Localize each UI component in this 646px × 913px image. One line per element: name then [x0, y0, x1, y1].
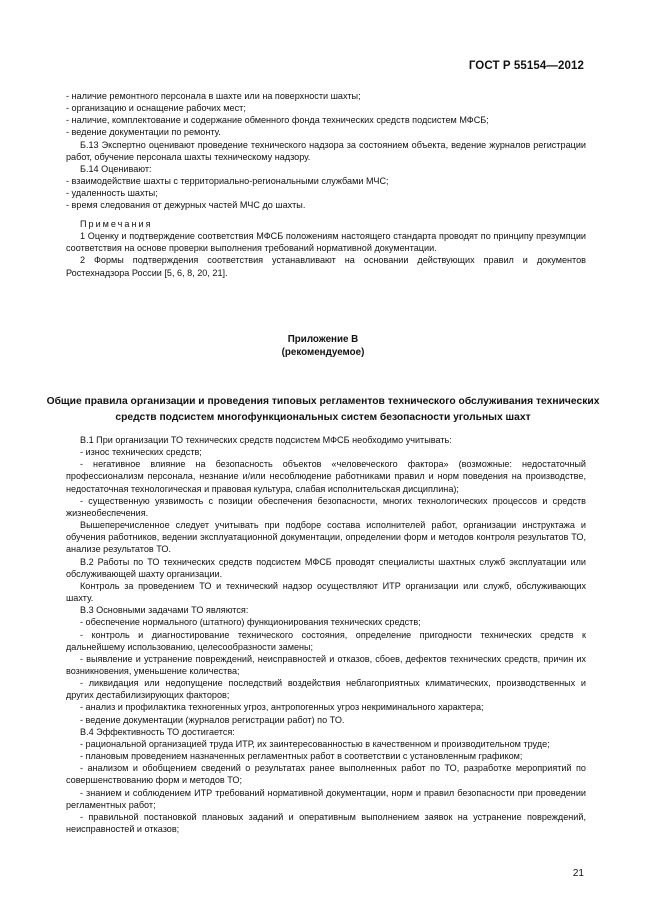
page-number: 21	[572, 868, 584, 879]
top-text-block	[66, 90, 586, 212]
list-item: - организацию и оснащение рабочих мест;	[66, 103, 246, 114]
notes-heading: Примечания	[80, 219, 153, 229]
list-item: - анализом и обобщением сведений о результатах ранее выполненных работ по ТО, разработке мероприятий по совершенствованию форм и методов ТО;	[66, 763, 586, 786]
section-title: Общие правила организации и проведения типовых регламентов технического обслуживания технических средств подсистем многофункциональных систем безопасности угольных шахт	[46, 396, 600, 423]
list-item: - негативное влияние на безопасность объектов «человеческого фактора» (возможные: недостаточный профессионализм персонала, незнание и/или несоблюдение работниками правил и норм поведения на производстве, недостаточная технологическая и правовая культура, слабая исполнительская дисциплина);	[66, 459, 586, 494]
paragraph-b14: Б.14 Оценивают:	[80, 163, 152, 174]
appendix-heading	[0, 334, 646, 359]
paragraph: В.3 Основными задачами ТО являются:	[80, 605, 249, 616]
list-item: - ликвидация или недопущение последствий воздействия неблагоприятных климатических, производственных и других дестабилизирующих факторов;	[66, 678, 586, 701]
list-item: - время следования от дежурных частей МЧС до шахты.	[66, 200, 306, 211]
note-item: 1 Оценку и подтверждение соответствия МФСБ положениям настоящего стандарта проводят по принципу презумпции соответствия на основе проверки выполнения требований нормативной документации.	[66, 231, 586, 254]
list-item: - удаленность шахты;	[66, 188, 158, 199]
list-item: - ведение документации по ремонту.	[66, 127, 221, 138]
list-item: - знанием и соблюдением ИТР требований нормативной документации, норм и правил безопасности при проведении регламентных работ;	[66, 787, 586, 810]
list-item: - обеспечение нормального (штатного) функционирования технических средств;	[80, 617, 421, 628]
list-item: - рациональной организацией труда ИТР, их заинтересованностью в качественном и производительном труде;	[80, 738, 550, 749]
list-item: - существенную уязвимость с позиции обеспечения безопасности, многих технологических процессов и средств жизнеобеспечения.	[66, 495, 586, 518]
list-item: - наличие, комплектование и содержание обменного фонда технических средств подсистем МФСБ;	[66, 115, 489, 126]
list-item: - плановым проведением назначенных регламентных работ в соответствии с установленным графиком;	[80, 751, 523, 762]
body-text-block	[66, 434, 586, 835]
list-item: - контроль и диагностирование технического состояния, определение пригодности технических средств к дальнейшему использованию, целесообразности замены;	[66, 629, 586, 652]
appendix-subtitle: (рекомендуемое)	[281, 346, 365, 358]
paragraph: В.2 Работы по ТО технических средств подсистем МФСБ проводят специалисты шахтных служб эксплуатации или обслуживающей шахту организации.	[66, 556, 586, 579]
list-item: - анализ и профилактика техногенных угроз, антропогенных угроз некриминального характера;	[80, 702, 484, 713]
list-item: - выявление и устранение повреждений, неисправностей и отказов, сбоев, дефектов технических средств, причин их возникновения, уменьшение количества;	[66, 653, 586, 676]
notes-block	[66, 218, 586, 279]
paragraph: Контроль за проведением ТО и технический надзор осуществляют ИТР организации или служб, обслуживающих шахту.	[66, 580, 586, 604]
list-item: - ведение документации (журналов регистрации работ) по ТО.	[80, 714, 345, 725]
paragraph: Вышеперечисленное следует учитывать при подборе состава исполнителей работ, организации инструктажа и обучения работников, ведении эксплуатационной документации, определении форм и методов контроля результатов ТО, анализе результатов ТО.	[66, 520, 586, 555]
paragraph-b13: Б.13 Экспертно оценивают проведение технического надзора за состоянием объекта, ведение журналов регистрации работ, обучение персонала шахты техническому надзору.	[66, 139, 586, 162]
list-item: - взаимодействие шахты с территориально-региональными службами МЧС;	[66, 176, 389, 187]
paragraph: В.4 Эффективность ТО достигается:	[80, 726, 235, 737]
document-code-header: ГОСТ Р 55154—2012	[468, 60, 584, 72]
appendix-title: Приложение В	[287, 334, 359, 345]
note-item: 2 Формы подтверждения соответствия устанавливают на основании действующих правил и документов Ростехнадзора России [5, 6, 8, 20, 21].	[66, 255, 586, 278]
paragraph: В.1 При организации ТО технических средств подсистем МФСБ необходимо учитывать:	[80, 435, 452, 445]
list-item: - износ технических средств;	[80, 447, 202, 458]
list-item: - наличие ремонтного персонала в шахте или на поверхности шахты;	[66, 91, 361, 101]
list-item: - правильной постановкой плановых заданий и оперативным выполнением заявок на устранение повреждений, неисправностей и отказов;	[66, 811, 586, 834]
